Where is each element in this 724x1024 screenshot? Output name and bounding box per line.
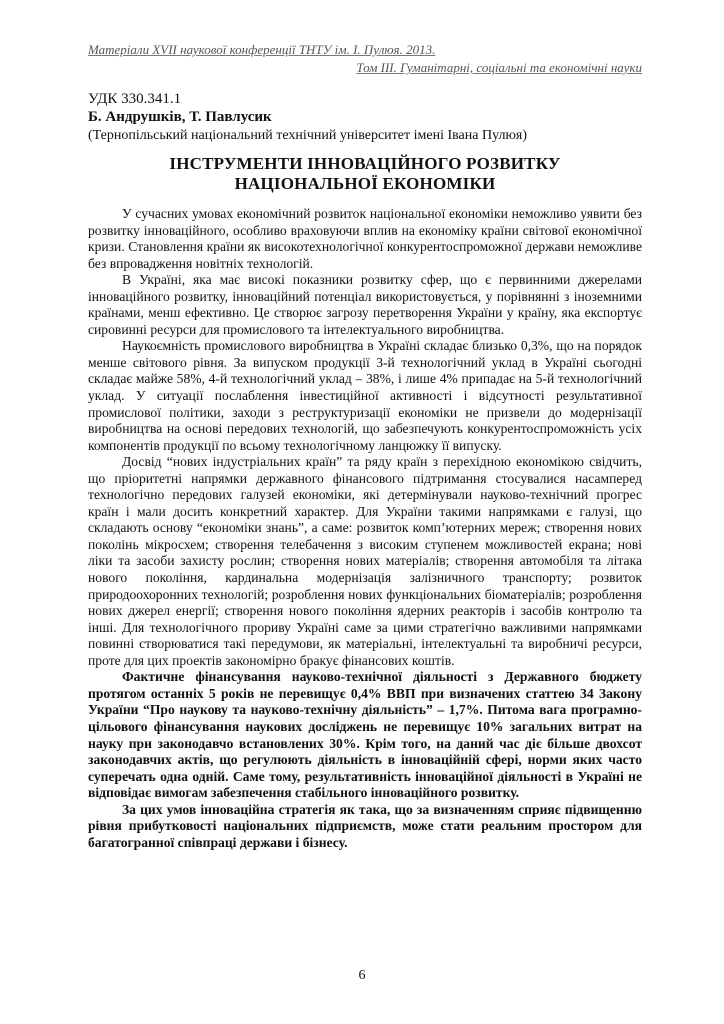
paragraph-4: Досвід “нових індустріальних країн” та ряду країн з перехідною економікою свідчить, що пріоритетні напрямки державного фінансового підтримання стосувалися насамперед технологічно передових галузей економіки, які детермінували науково-технічний прогрес країн і мали досить конкретний характер. Для України такими напрямками є галузі, що складають основу “економіки знань”, а саме: розвиток комп’ютерних мереж; створення нових поколінь мікросхем; створення телебачення з високим ступенем можливостей екрана; нові ліки та засоби захисту рослин; створення нових матеріалів; створення автомобіля та літака нового покоління, кардинальна модернізація залізничного транспорту; розвиток природоохоронних технологій; розроблення нових функціональних біоматеріалів; розроблення нових джерел енергії; створення нового покоління ядерних реакторів і засобів контролю та інші. Для технологічного прориву Україні саме за цими стратегічно важливими напрямками повинні створюватися такі передумови, як матеріальні, інтелектуальні та виробничі ресурси, проте для цих проектів закономірно бракує фінансових коштів. [88,454,642,668]
paragraph-6-bold: За цих умов інноваційна стратегія як така, що за визначенням сприяє підвищенню рівня прибутковості національних підприємств, може стати реальним простором для багатогранної співпраці держави і бізнесу. [88,801,642,850]
paper-title [88,154,642,194]
paragraph-5-bold: Фактичне фінансування науково-технічної діяльності з Державного бюджету протягом останніх 5 років не перевищує 0,4% ВВП при визначених статтею 34 Закону України “Про наукову та науково-технічну діяльність” – 1,7%. Питома вага програмно-цільового фінансування наукових досліджень не перевищує 10% загальних витрат на науку при законодавчо встановлених 30%. Крім того, на даний час діє більше двохсот законодавчих актів, що регулюють діяльність в інноваційній сфері, норми яких часто суперечать одна одній. Саме тому, результативність інноваційної діяльності в Україні не відповідає вимогам забезпечення стабільного інноваційного розвитку. [88,669,642,801]
authors: Б. Андрушків, Т. Павлусик [88,109,272,125]
paragraph-1: У сучасних умовах економічний розвиток національної економіки неможливо уявити без розвитку інноваційного, особливо враховуючи вплив на економіку країни світової економічної кризи. Становлення країни як високотехнологічної конкурентоспроможної держави неможливе без впровадження новітніх технологій. [88,206,642,271]
paragraph-2: В Україні, яка має високі показники розвитку сфер, що є первинними джерелами інноваційного розвитку, інноваційний потенціал використовується, у порівнянні з іноземними країнами, менш ефективно. Це створює загрозу перетворення України у країну, яка експортує сировинні ресурси для промислового та інтелектуального виробництва. [88,272,642,337]
article-body [88,206,642,851]
paper-title-line-2: НАЦІОНАЛЬНОЇ ЕКОНОМІКИ [234,174,496,193]
page-number: 6 [358,968,366,983]
paper-title-line-1: ІНСТРУМЕНТИ ІННОВАЦІЙНОГО РОЗВИТКУ [169,154,561,173]
udk-code: УДК 330.341.1 [88,91,182,107]
paragraph-3: Наукоємність промислового виробництва в Україні складає близько 0,3%, що на порядок менше світового рівня. За випуском продукції 3-й технологічний уклад в Україні сьогодні складає майже 58%, 4-й технологічний уклад – 38%, і лише 4% припадає на 5-й технологічний уклад. У ситуації послаблення інвестиційної активності і відсутності результативної промислової політики, заходи з реструктуризації економіки не призвели до модернізації виробництва на основі передових технологій, що забезпечують конкурентоспроможність усіх компонентів продукції по всьому технологічному ланцюжку її випуску. [88,338,642,453]
affiliation: (Тернопільський національний технічний університет імені Івана Пулюя) [88,128,528,143]
running-header-conference: Матеріали XVІІ наукової конференції ТНТУ ім. І. Пулюя. 2013. [88,42,436,57]
running-header-volume: Том ІІІ. Гуманітарні, соціальні та економічні науки [356,60,642,75]
